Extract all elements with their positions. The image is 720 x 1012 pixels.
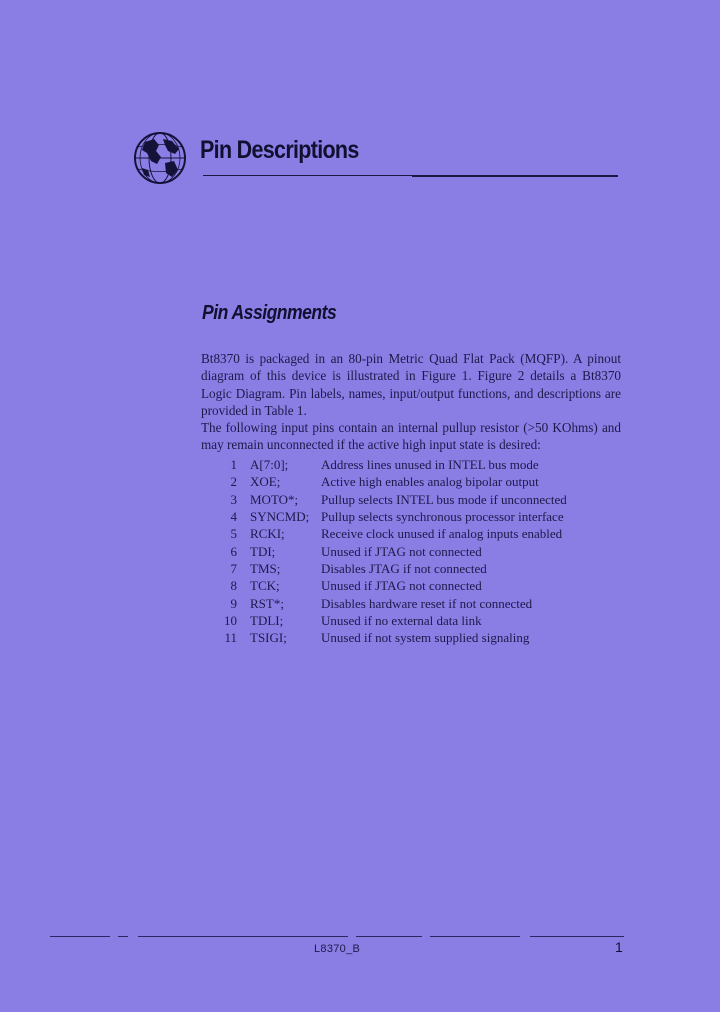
pin-name: TSIGI; [250,630,287,646]
pin-desc: Unused if JTAG not connected [321,543,482,559]
footer-rule [118,936,128,937]
pin-num: 7 [230,561,237,577]
globe-icon [132,130,188,186]
footer-rule [356,936,422,937]
pin-row [222,456,622,473]
pin-row [222,577,622,594]
document-code: L8370_B [314,943,361,955]
pin-desc: Address lines unused in INTEL bus mode [321,457,539,472]
pin-row [222,612,622,629]
pin-row [222,525,622,542]
pin-row [222,491,622,508]
pin-num: 8 [230,578,237,594]
footer-rule [530,936,624,937]
pin-desc: Active high enables analog bipolar output [321,474,539,490]
pin-num: 9 [230,595,237,611]
pin-row [222,595,622,612]
title-divider-thick [412,175,618,177]
intro-text-start: Bt8370 is packaged in an 80-pin Metric Quad Flat Pack (MQFP). A pinout diagram of this device is illustrated in [201,351,621,384]
figure-1-reference: Figure 1 [421,368,469,384]
section-heading: Pin Assignments [202,302,337,324]
pin-desc: Disables hardware reset if not connected [321,595,533,611]
pin-name: SYNCMD; [250,509,310,525]
pin-name: TDLI; [250,613,284,629]
pin-num: 3 [230,491,237,507]
pin-row [222,560,622,577]
body-text [201,350,621,454]
pin-name: XOE; [250,474,281,490]
pin-name: MOTO*; [250,491,299,507]
pin-num: 2 [230,474,237,490]
page-number: 1 [615,939,623,955]
pin-num: 4 [230,509,237,525]
pin-name: RST*; [250,595,284,611]
intro-text-end: . Figure 2 details a Bt8370 Logic Diagram. Pin labels, names, input/output functions, and descriptions are provided in Table 1. [201,368,622,418]
pin-desc: Disables JTAG if not connected [321,561,487,577]
pin-list [222,456,622,647]
pin-num: 11 [224,630,237,646]
pin-row [222,508,622,525]
pin-desc: Pullup selects synchronous processor interface [321,509,564,525]
pin-desc: Receive clock unused if analog inputs enabled [321,526,563,542]
pin-row [222,473,622,490]
pullup-paragraph: The following input pins contain an internal pullup resistor (>50 KOhms) and may remain unconnected if the active high input state is desired: [201,420,621,453]
pin-name: RCKI; [250,526,285,542]
pin-num: 6 [230,543,237,559]
pin-num: 5 [230,526,237,542]
pin-desc: Unused if JTAG not connected [321,578,482,594]
footer-rule [430,936,520,937]
pin-name: TMS; [250,561,281,577]
page-title: Pin Descriptions [200,136,359,164]
footer-rule [138,936,348,937]
pin-name: TDI; [250,543,276,559]
pin-desc: Pullup selects INTEL bus mode if unconnected [321,491,567,507]
pin-name: TCK; [250,578,280,594]
pin-row [222,543,622,560]
pin-desc: Unused if no external data link [321,613,482,629]
pin-num: 1 [230,457,237,472]
pin-row [222,629,622,646]
pin-name: A[7:0]; [250,457,289,472]
footer-rule [50,936,110,937]
pin-num: 10 [224,613,237,629]
intro-paragraph [201,350,621,419]
pin-desc: Unused if not system supplied signaling [321,630,530,646]
